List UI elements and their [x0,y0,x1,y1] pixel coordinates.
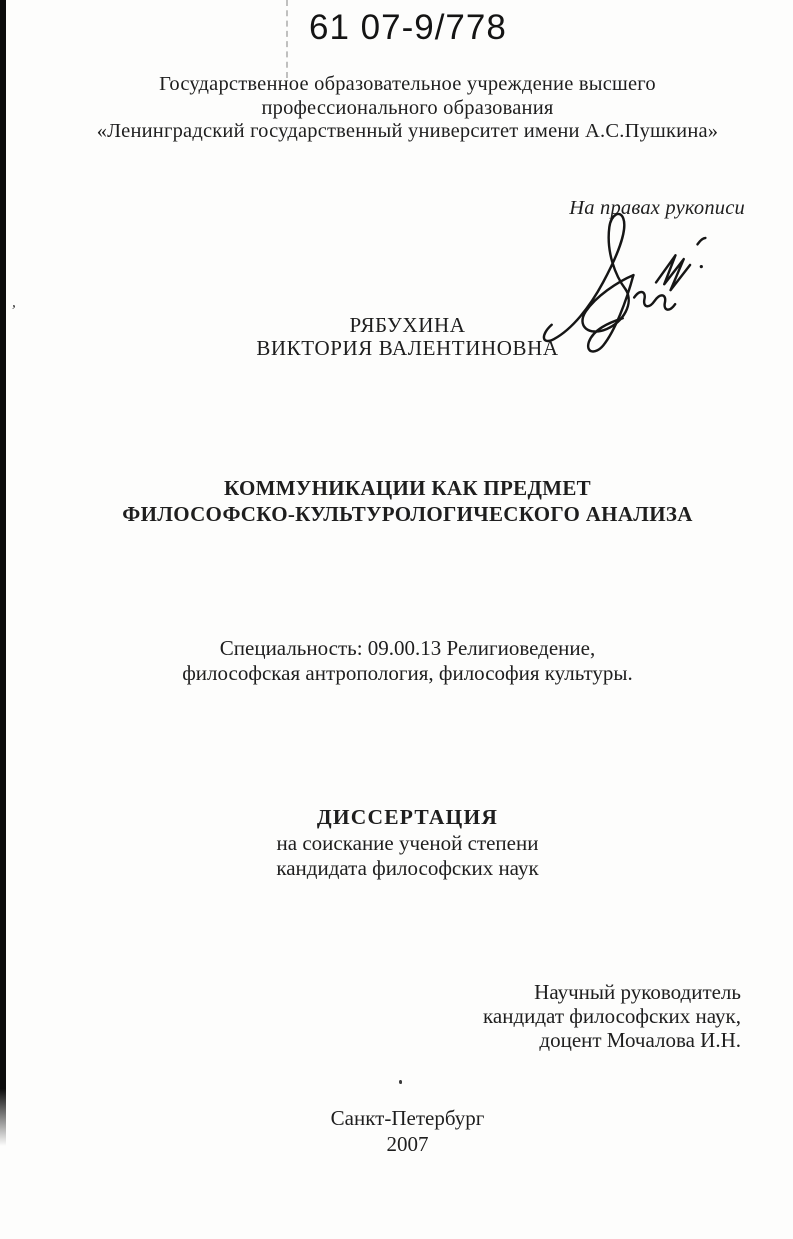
specialty-line-1: Специальность: 09.00.13 Религиоведение, [219,636,596,660]
manuscript-rights-note: На правах рукописи [569,197,745,219]
stray-ink-mark: ’ [10,302,17,320]
supervisor-heading: Научный руководитель [534,980,741,1004]
specialty-line-2: философская антропология, философия культуры. [182,661,633,685]
supervisor-name: доцент Мочалова И.Н. [539,1028,741,1052]
city-name: Санкт-Петербург [330,1106,485,1130]
dissertation-title [22,476,793,527]
institution-line-3: «Ленинградский государственный университет имени А.С.Пушкина» [96,120,719,143]
scan-edge-shadow [0,0,6,1146]
institution-line-1: Государственное образовательное учреждение высшего [159,73,656,95]
city-year-block [22,1106,793,1157]
title-line-2: ФИЛОСОФСКО-КУЛЬТУРОЛОГИЧЕСКОГО АНАЛИЗА [122,501,693,526]
title-line-1: КОММУНИКАЦИИ КАК ПРЕДМЕТ [224,476,591,500]
degree-line-1: на соискание ученой степени [276,830,539,855]
institution-block [22,73,793,144]
ink-speck [399,1080,402,1084]
fold-dashed-line [286,0,288,78]
document-type-heading: ДИССЕРТАЦИЯ [316,805,499,829]
supervisor-block [483,980,741,1052]
year: 2007 [386,1131,429,1156]
degree-line-2: кандидата философских наук [276,856,539,880]
author-given-names: ВИКТОРИЯ ВАЛЕНТИНОВНА [256,336,559,360]
author-surname: РЯБУХИНА [349,313,466,337]
supervisor-degree: кандидат философских наук, [483,1004,741,1028]
specialty-block [22,636,793,686]
institution-line-2: профессионального образования [261,96,554,119]
catalog-number: 61 07-9/778 [309,8,507,47]
document-type-block [22,805,793,882]
author-name-block [22,314,793,360]
